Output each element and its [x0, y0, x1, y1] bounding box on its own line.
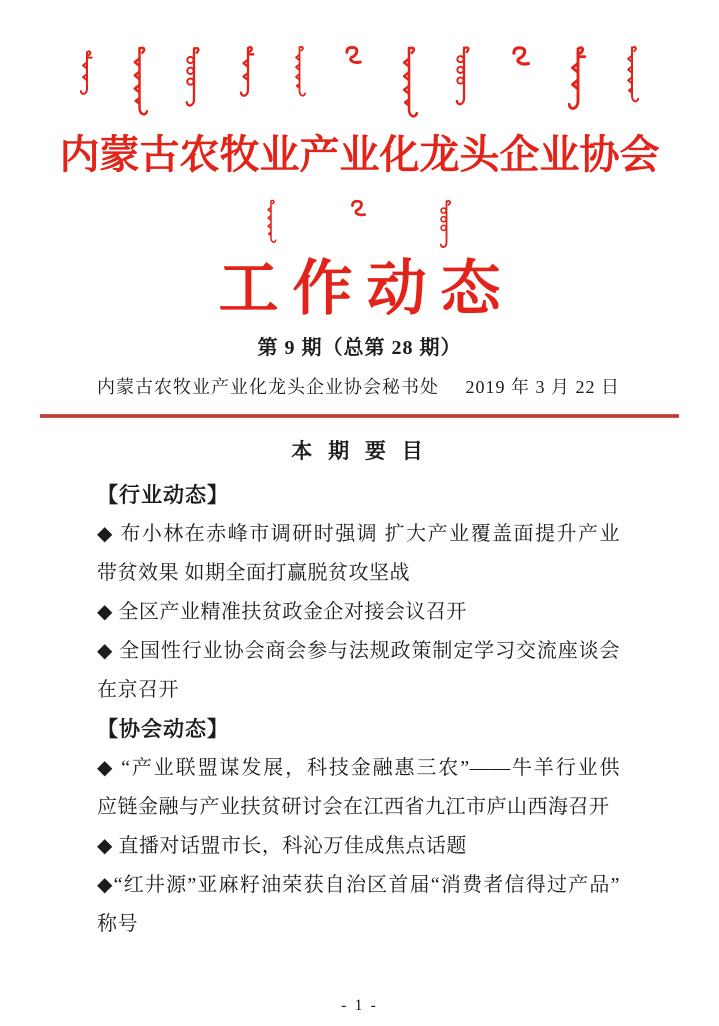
- section-title: 【行业动态】: [97, 484, 229, 507]
- toc-item: [97, 632, 620, 710]
- mongolian-script-icon: [343, 45, 363, 67]
- section-title: 【协会动态】: [97, 718, 229, 741]
- toc-item-line: 带贫效果 如期全面打赢脱贫攻坚战: [97, 562, 410, 584]
- toc-item-line: ◆ 直播对话盟市长，科沁万佳成焦点话题: [97, 835, 467, 857]
- masthead-title: 工作动态: [218, 256, 515, 322]
- publisher-row: [0, 375, 719, 399]
- mongolian-subtitle-row: [0, 199, 719, 251]
- mongolian-script-icon: [510, 45, 531, 69]
- publisher-name: 内蒙古农牧业产业化龙头企业协会秘书处: [97, 377, 439, 397]
- mongolian-script-icon: [439, 199, 454, 251]
- mongolian-script-icon: [455, 45, 473, 109]
- mongolian-script-icon: [568, 45, 588, 115]
- red-divider: [40, 414, 679, 418]
- mongolian-script-icon: [240, 45, 256, 101]
- page-number: - 1 -: [341, 997, 378, 1014]
- mongolian-script-icon: [265, 199, 277, 245]
- toc-item-line: 应链金融与产业扶贫研讨会在江西省九江市庐山西海召开: [97, 796, 610, 818]
- toc-item-line: 称号: [97, 913, 138, 935]
- toc-item: [97, 515, 620, 593]
- toc-item: [97, 749, 620, 827]
- toc-item-line: ◆ 布小林在赤峰市调研时强调 扩大产业覆盖面提升产业: [97, 523, 620, 545]
- mongolian-script-icon: [185, 45, 203, 111]
- toc-section-industry: [97, 476, 620, 710]
- mongolian-script-icon: [349, 199, 367, 219]
- toc-item-line: ◆“红井源”亚麻籽油荣获自治区首届“消费者信得过产品”: [97, 874, 620, 896]
- toc-item-line: 在京召开: [97, 679, 179, 701]
- issue-number: 第 9 期（总第 28 期）: [257, 337, 462, 359]
- mongolian-script-icon: [131, 45, 148, 119]
- toc-item-line: ◆ 全区产业精准扶贫政金企对接会议召开: [97, 601, 467, 623]
- toc-item: [97, 866, 620, 944]
- association-title: 内蒙古农牧业产业化龙头企业协会: [59, 132, 660, 177]
- mongolian-script-icon: [625, 45, 639, 105]
- toc-item: [97, 593, 620, 632]
- mongolian-script-icon: [80, 45, 94, 103]
- toc-section-association: [97, 710, 620, 944]
- mongolian-script-icon: [400, 45, 418, 121]
- toc-content: [0, 476, 719, 944]
- toc-item-line: ◆ 全国性行业协会商会参与法规政策制定学习交流座谈会: [97, 640, 620, 662]
- toc-item: [97, 827, 620, 866]
- toc-item-line: ◆ “产业联盟谋发展，科技金融惠三农”——牛羊行业供: [97, 757, 620, 779]
- toc-heading: 本 期 要 目: [291, 440, 428, 463]
- mongolian-banner-row: [0, 45, 719, 123]
- mongolian-script-icon: [293, 45, 306, 99]
- page: [0, 45, 719, 1026]
- publish-date: 2019 年 3 月 22 日: [465, 377, 620, 397]
